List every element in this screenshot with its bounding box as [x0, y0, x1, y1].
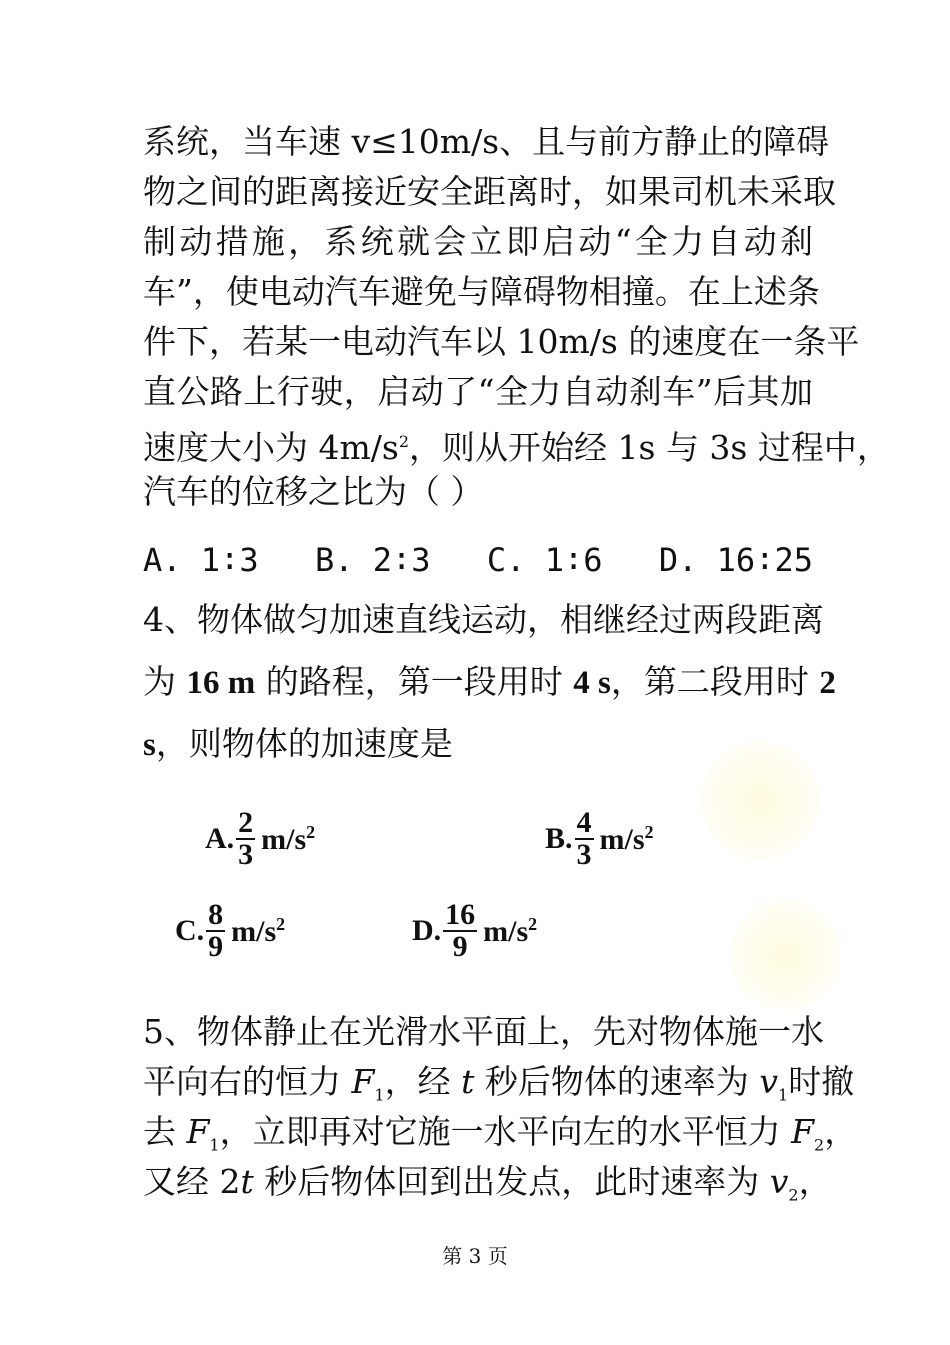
q4-time-1: 4 s — [573, 665, 611, 701]
q3-line-5: 件下，若某一电动汽车以 10m/s 的速度在一条平 — [143, 322, 860, 361]
unit-text: m/s — [599, 822, 645, 856]
unit-text: m/s — [261, 822, 307, 856]
time-symbol: t — [240, 1162, 254, 1201]
numerator: 16 — [445, 898, 476, 931]
q5-text: 秒后物体的速率为 — [474, 1062, 760, 1101]
q4-line-1: 4、物体做匀加速直线运动，相继经过两段距离 — [143, 600, 824, 639]
q4-time-2: 2 — [819, 665, 836, 701]
q3-line-8: 汽车的位移之比为（ ） — [143, 472, 484, 511]
unit-exponent: 2 — [306, 821, 316, 842]
q4-text: 的路程，第一段用时 — [255, 662, 574, 701]
unit — [231, 914, 285, 949]
fraction — [575, 808, 594, 870]
q5-text: ，立即再对它施一水平向左的水平恒力 — [219, 1112, 792, 1151]
q4-text: ，则物体的加速度是 — [155, 724, 453, 763]
unit — [261, 822, 315, 857]
force-symbol: F — [186, 1112, 210, 1151]
option-label: C. — [175, 914, 205, 947]
time-symbol: t — [461, 1062, 475, 1101]
q3-options — [143, 540, 813, 580]
q5-line-4 — [143, 1162, 832, 1216]
q5-text: 秒后物体回到出发点，此时速率为 — [253, 1162, 770, 1201]
unit-text: m/s — [483, 914, 529, 948]
q4-option-a — [205, 808, 315, 870]
option-label: D. — [412, 914, 442, 947]
subscript: 2 — [788, 1185, 799, 1205]
subscript: 1 — [778, 1085, 789, 1105]
q3-option-c: C. 1∶6 — [486, 541, 603, 579]
unit — [483, 914, 537, 949]
option-label: B. — [545, 822, 573, 855]
numerator: 8 — [208, 898, 224, 931]
fraction — [443, 900, 477, 962]
q3-line-7-text-b: ，则从开始经 1s 与 3s 过程中， — [409, 428, 890, 467]
q5-text: ， — [824, 1112, 858, 1151]
q5-line-3 — [143, 1112, 858, 1166]
denominator: 9 — [208, 930, 224, 963]
q3-line-6: 直公路上行驶，启动了“全力自动刹车”后其加 — [143, 372, 813, 411]
q5-line-1: 5、物体静止在光滑水平面上，先对物体施一水 — [143, 1012, 824, 1051]
fraction — [236, 808, 255, 870]
numerator: 4 — [576, 806, 592, 839]
numerator: 2 — [238, 806, 254, 839]
unit-exponent: 2 — [528, 913, 538, 934]
q3-option-b: B. 2∶3 — [314, 541, 431, 579]
q5-text: 又经 2 — [143, 1162, 241, 1201]
fraction — [206, 900, 225, 962]
velocity-symbol: v — [759, 1062, 778, 1101]
velocity-symbol: v — [769, 1162, 789, 1201]
subscript: 1 — [374, 1085, 385, 1105]
q5-text: 去 — [143, 1112, 187, 1151]
subscript: 1 — [209, 1135, 220, 1155]
q3-line-7 — [143, 422, 890, 468]
q5-text: ， — [798, 1162, 832, 1201]
unit — [600, 822, 654, 857]
q5-line-2 — [143, 1062, 855, 1116]
q3-option-d: D. 16∶25 — [658, 541, 813, 579]
denominator: 3 — [238, 838, 254, 871]
unit-exponent: 2 — [276, 913, 286, 934]
q4-text: ，第二段用时 — [610, 662, 820, 701]
q4-line-3 — [143, 724, 813, 765]
q3-line-4: 车”，使电动汽车避免与障碍物相撞。在上述条 — [143, 272, 820, 311]
q4-text: 为 — [143, 662, 187, 701]
q3-line-3: 制动措施，系统就会立即启动“全力自动刹 — [143, 222, 813, 261]
force-symbol: F — [351, 1062, 375, 1101]
q3-line-7-sup: 2 — [398, 432, 410, 451]
q3-option-a: A. 1∶3 — [143, 541, 259, 579]
q3-line-2: 物之间的距离接近安全距离时，如果司机未采取 — [143, 172, 836, 211]
q4-option-c — [175, 900, 285, 962]
denominator: 3 — [576, 838, 592, 871]
unit-exponent: 2 — [644, 821, 654, 842]
q4-line-2 — [143, 662, 836, 703]
unit-text: m/s — [231, 914, 277, 948]
subscript: 2 — [814, 1135, 825, 1155]
denominator: 9 — [452, 930, 468, 963]
q4-option-b — [545, 808, 654, 870]
q3-line-7-text-a: 速度大小为 4m/s — [143, 428, 399, 467]
page-number: 第 3 页 — [442, 1244, 508, 1268]
q4-distance: 16 m — [186, 665, 256, 701]
q5-text: 时撤 — [788, 1062, 855, 1101]
q3-line-1: 系统，当车速 v≤10m/s、且与前方静止的障碍 — [143, 122, 830, 161]
option-label: A. — [205, 822, 235, 855]
force-symbol: F — [791, 1112, 814, 1151]
background-stain — [730, 900, 840, 1010]
q4-option-d — [412, 900, 537, 962]
q5-text: ，经 — [384, 1062, 462, 1101]
q5-text: 平向右的恒力 — [143, 1062, 352, 1101]
q4-unit: s — [143, 727, 156, 763]
